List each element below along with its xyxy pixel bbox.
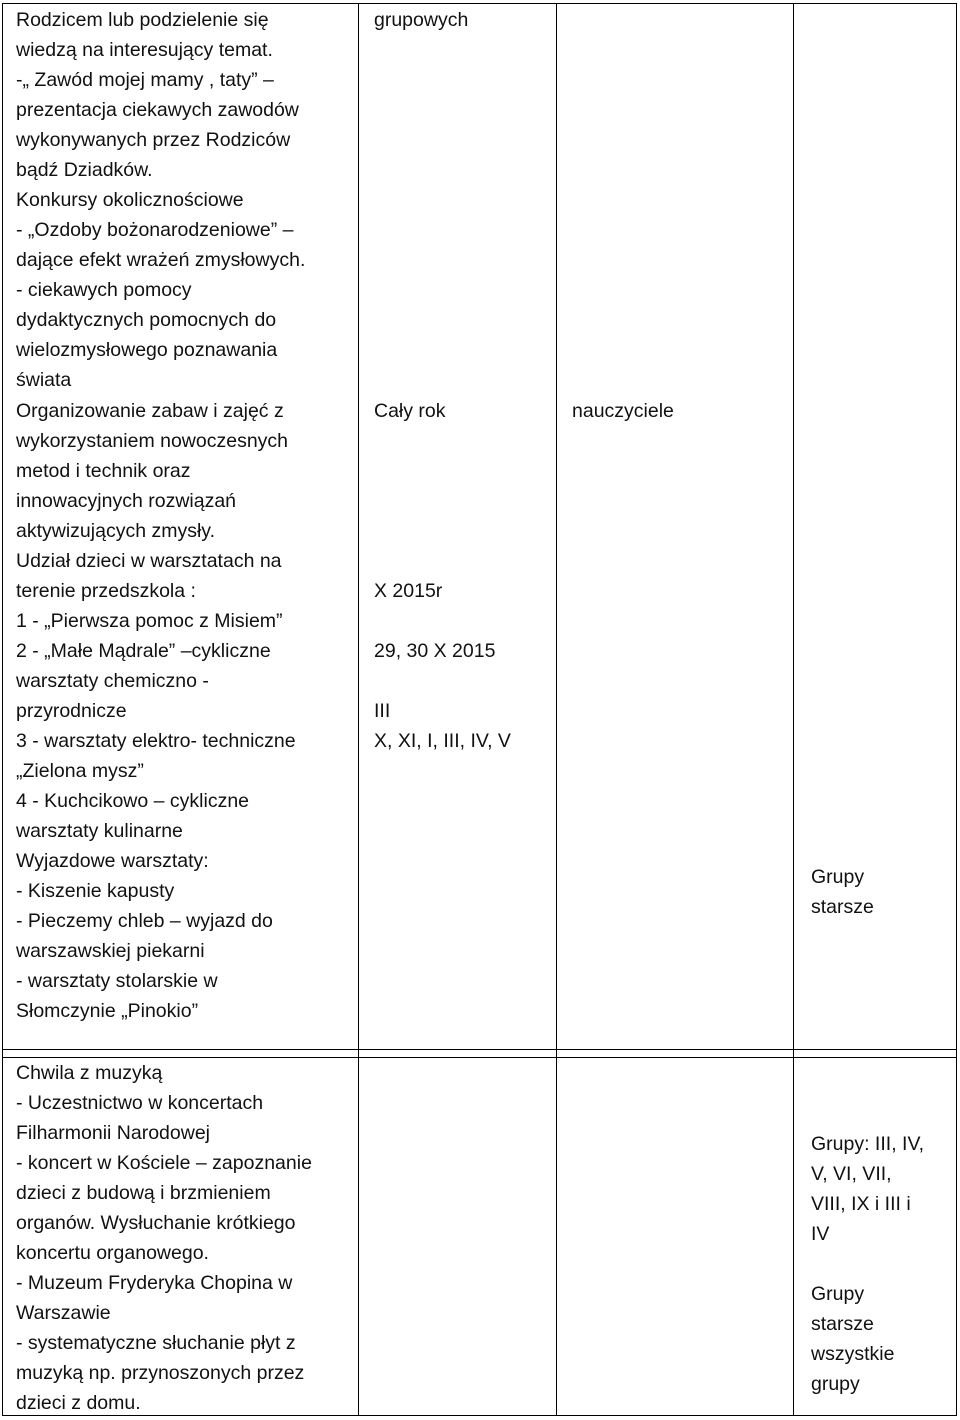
term-gap [374, 606, 511, 636]
activity-line: 1 - „Pierwsza pomoc z Misiem” [16, 610, 283, 632]
activity-line: bądź Dziadków. [16, 159, 153, 181]
activity-line: terenie przedszkola : [16, 580, 196, 602]
activity-line: innowacyjnych rozwiązań [16, 490, 237, 512]
activity-line: Rodzicem lub podzielenie się [16, 9, 269, 31]
group-line: Grupy [811, 866, 865, 888]
group-line: Grupy: III, IV, [811, 1133, 925, 1155]
activity-cell [16, 546, 296, 1026]
term-line: Cały rok [374, 400, 446, 422]
term-line: X 2015r [374, 580, 443, 602]
term-line: X, XI, I, III, IV, V [374, 730, 511, 752]
group-cell [811, 1129, 924, 1399]
activity-line: Filharmonii Narodowej [16, 1122, 210, 1144]
activity-line: warsztaty chemiczno - [16, 670, 209, 692]
term-line: III [374, 700, 391, 722]
activity-line: wiedzą na interesujący temat. [16, 39, 273, 61]
activity-line: świata [16, 369, 72, 391]
activity-cell [16, 1058, 312, 1418]
term-line: 29, 30 X 2015 [374, 640, 496, 662]
activity-line: Słomczynie „Pinokio” [16, 1000, 199, 1022]
activity-line: - warsztaty stolarskie w [16, 970, 218, 992]
activity-line: - systematyczne słuchanie płyt z [16, 1332, 296, 1354]
term-cell [374, 396, 446, 426]
activity-line: wykonywanych przez Rodziców [16, 129, 291, 151]
group-line: Grupy [811, 1283, 865, 1305]
activity-line: dające efekt wrażeń zmysłowych. [16, 249, 306, 271]
activity-line: Udział dzieci w warsztatach na [16, 550, 282, 572]
group-cell [811, 862, 874, 922]
term-gap [374, 666, 511, 696]
activity-line: warszawskiej piekarni [16, 940, 205, 962]
activity-line: wykorzystaniem nowoczesnych [16, 430, 289, 452]
group-line: grupy [811, 1373, 860, 1395]
activity-line: dzieci z domu. [16, 1392, 141, 1414]
activity-line: - Pieczemy chleb – wyjazd do [16, 910, 273, 932]
activity-line: Warszawie [16, 1302, 111, 1324]
term-cell [374, 5, 468, 35]
activity-line: - koncert w Kościele – zapoznanie [16, 1152, 312, 1174]
activity-line: dzieci z budową i brzmieniem [16, 1182, 271, 1204]
group-line: V, VI, VII, [811, 1163, 892, 1185]
activity-line: - Kiszenie kapusty [16, 880, 175, 902]
term-cell [374, 576, 511, 756]
activity-line: Chwila z muzyką [16, 1062, 163, 1084]
activity-line: - Muzeum Fryderyka Chopina w [16, 1272, 293, 1294]
term-line: grupowych [374, 9, 469, 31]
group-line: starsze [811, 896, 874, 918]
column-border-right [956, 3, 957, 1416]
activity-line: - Uczestnictwo w koncertach [16, 1092, 264, 1114]
responsible-cell [572, 396, 674, 426]
activity-line: 3 - warsztaty elektro- techniczne [16, 730, 296, 752]
activity-line: - „Ozdoby bożonarodzeniowe” – [16, 219, 294, 241]
row-separator [2, 1049, 957, 1050]
column-border-left [2, 3, 3, 1416]
table-top-border [2, 3, 957, 4]
activity-line: Organizowanie zabaw i zajęć z [16, 400, 284, 422]
activity-line: 4 - Kuchcikowo – cykliczne [16, 790, 250, 812]
responsible-line: nauczyciele [572, 400, 674, 422]
group-line: VIII, IX i III i [811, 1193, 911, 1215]
activity-line: Konkursy okolicznościowe [16, 189, 244, 211]
activity-line: prezentacja ciekawych zawodów [16, 99, 299, 121]
group-line: IV [811, 1223, 830, 1245]
activity-line: - ciekawych pomocy [16, 279, 192, 301]
group-line: wszystkie [811, 1343, 895, 1365]
activity-line: 2 - „Małe Mądrale” –cykliczne [16, 640, 271, 662]
activity-cell [16, 5, 305, 395]
activity-line: muzyką np. przynoszonych przez [16, 1362, 305, 1384]
activity-line: aktywizujących zmysły. [16, 520, 216, 542]
activity-line: -„ Zawód mojej mamy , taty” – [16, 69, 274, 91]
activity-line: „Zielona mysz” [16, 760, 144, 782]
activity-line: wielozmysłowego poznawania [16, 339, 278, 361]
activity-line: metod i technik oraz [16, 460, 191, 482]
activity-line: Wyjazdowe warsztaty: [16, 850, 209, 872]
activity-cell [16, 396, 288, 546]
activity-line: przyrodnicze [16, 700, 127, 722]
column-border [556, 3, 557, 1416]
activity-line: dydaktycznych pomocnych do [16, 309, 277, 331]
activity-line: organów. Wysłuchanie krótkiego [16, 1212, 296, 1234]
group-line: starsze [811, 1313, 874, 1335]
column-border [793, 3, 794, 1416]
activity-line: warsztaty kulinarne [16, 820, 183, 842]
activity-line: koncertu organowego. [16, 1242, 209, 1264]
column-border [358, 3, 359, 1416]
group-gap [811, 1249, 924, 1279]
